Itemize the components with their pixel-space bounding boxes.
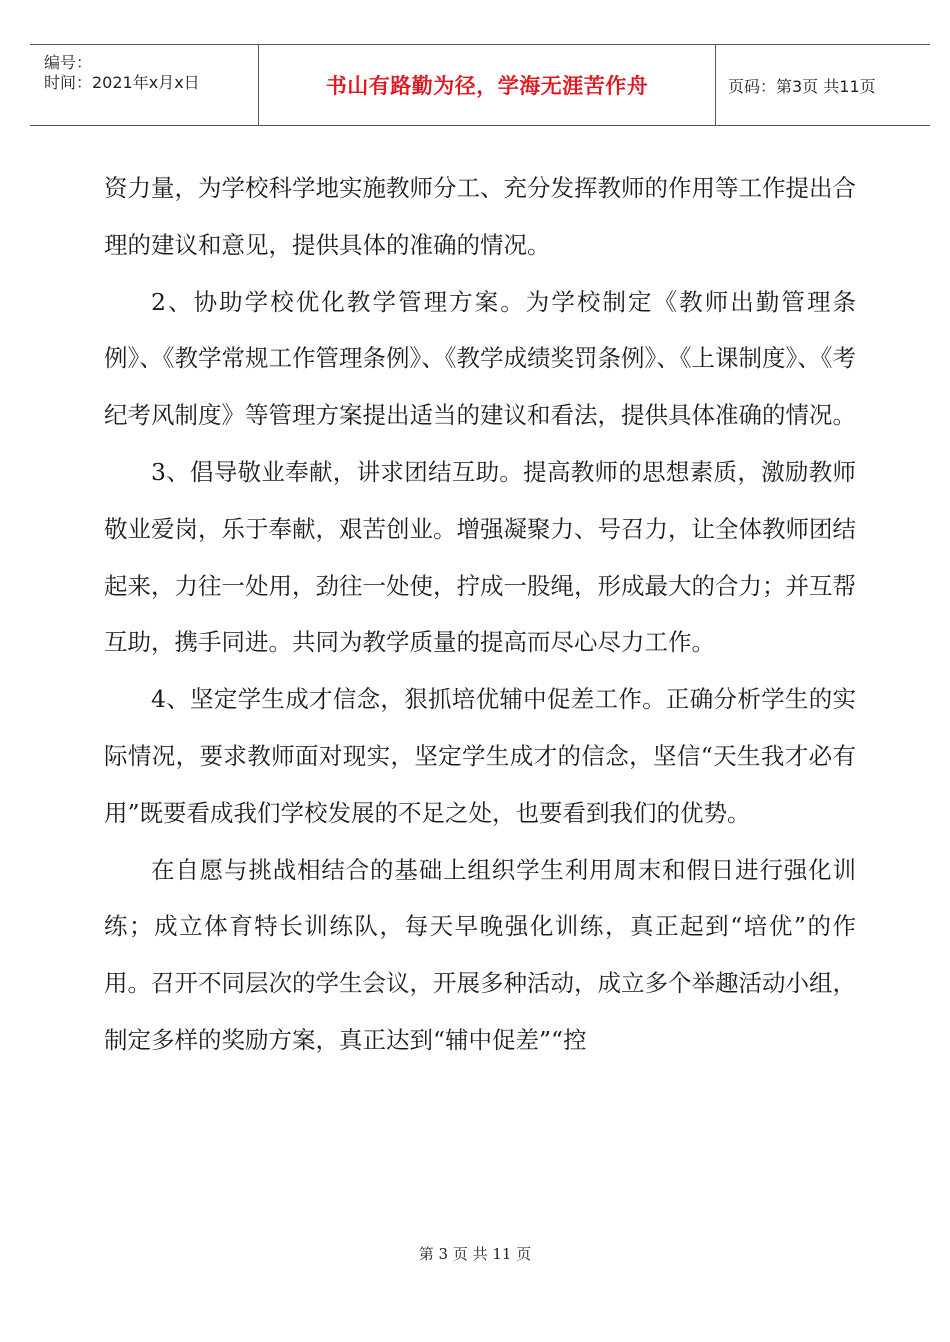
header-page-code-cell [716,45,930,125]
header-meta-cell [30,45,259,125]
header-motto: 书山有路勤为径，学海无涯苦作舟 [325,74,649,98]
body-paragraph-item-2: 2、协助学校优化教学管理方案。为学校制定《教师出勤管理条例》、《教学常规工作管理条例》、《教学成绩奖罚条例》、《上课制度》、《考纪考风制度》等管理方案提出适当的建议和看法，提供具体准确的情况。 [104,287,856,430]
document-body [104,160,856,1069]
header-motto-cell [259,45,716,125]
header-page-code: 页码：第3页 共11页 [728,76,876,96]
body-paragraph-item-3: 3、倡导敬业奉献，讲求团结互助。提高教师的思想素质，激励教师敬业爱岗，乐于奉献，艰苦创业。增强凝聚力、号召力，让全体教师团结起来，力往一处用，劲往一处使，拧成一股绳，形成最大的合力；并互帮互助，携手同进。共同为教学质量的提高而尽心尽力工作。 [104,457,856,657]
body-paragraph-item-4: 4、坚定学生成才信念，狠抓培优辅中促差工作。正确分析学生的实际情况，要求教师面对现实，坚定学生成才的信念，坚信“天生我才必有用”既要看成我们学校发展的不足之处，也要看到我们的优势。 [104,685,856,827]
time-label: 时间：2021年x月x日 [44,73,200,92]
page-header [30,44,930,126]
body-paragraph-training: 在自愿与挑战相结合的基础上组织学生利用周末和假日进行强化训练；成立体育特长训练队，每天早晚强化训练，真正起到“培优”的作用。召开不同层次的学生会议，开展多种活动，成立多个举趣活动小组，制定多样的奖励方案，真正达到“辅中促差”“控 [104,855,856,1054]
page-footer: 第 3 页 共 11 页 [418,1245,532,1263]
doc-number-label: 编号： [44,53,93,72]
body-paragraph-continuation: 资力量，为学校科学地实施教师分工、充分发挥教师的作用等工作提出合理的建议和意见，提供具体的准确的情况。 [104,174,856,259]
